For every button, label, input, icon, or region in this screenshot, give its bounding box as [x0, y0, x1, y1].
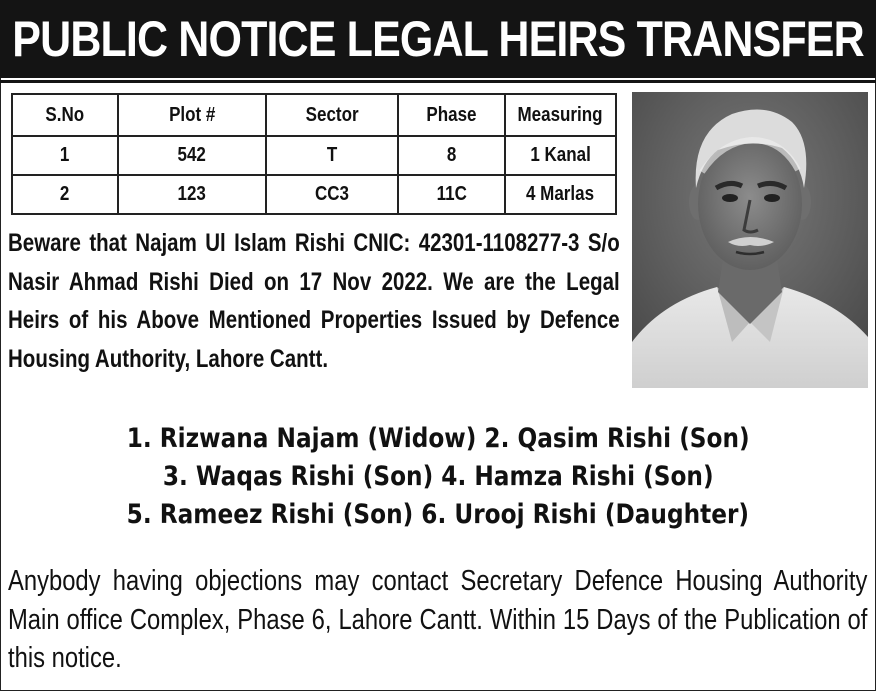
cell-measuring: 1 Kanal: [505, 136, 616, 175]
header-phase: Phase: [398, 94, 505, 136]
cell-sno: 1: [12, 136, 118, 175]
cell-phase: 11C: [398, 175, 505, 214]
cell-phase: 8: [398, 136, 505, 175]
objection-paragraph: Anybody having objections may contact Secretary Defence Housing Authority Main office Complex, Phase 6, Lahore Cantt. Within 15 Days of the Publication of this notice.: [8, 565, 868, 674]
table-row: [12, 136, 616, 175]
cell-sno: 2: [12, 175, 118, 214]
beware-paragraph: Beware that Najam Ul Islam Rishi CNIC: 42301-1108277-3 S/o Nasir Ahmad Rishi Died on 17 Nov 2022. We are the Legal Heirs of his Above Mentioned Properties Issued by Defence Housing Authority, Lahore Cantt.: [8, 229, 620, 373]
header-plot: Plot #: [118, 94, 266, 136]
cell-measuring: 4 Marlas: [505, 175, 616, 214]
plots-table: [11, 93, 617, 215]
list-item: 1. Rizwana Najam (Widow) 2. Qasim Rishi (Son): [126, 423, 750, 454]
heirs-list: [0, 420, 876, 534]
cell-plot: 123: [118, 175, 266, 214]
list-item: 3. Waqas Rishi (Son) 4. Hamza Rishi (Son): [162, 461, 714, 492]
header-sector: Sector: [266, 94, 398, 136]
table-row: [12, 175, 616, 214]
cell-sector: T: [266, 136, 398, 175]
portrait-photo: [632, 92, 868, 388]
person-portrait-icon: [632, 92, 868, 388]
header-rule: [0, 80, 876, 83]
header-sno: S.No: [12, 94, 118, 136]
notice-title: PUBLIC NOTICE LEGAL HEIRS TRANSFER: [12, 11, 864, 67]
notice-header: [0, 0, 876, 78]
list-item: 5. Rameez Rishi (Son) 6. Urooj Rishi (Daughter): [126, 499, 750, 530]
cell-sector: CC3: [266, 175, 398, 214]
cell-plot: 542: [118, 136, 266, 175]
header-measuring: Measuring: [505, 94, 616, 136]
table-header-row: [12, 94, 616, 136]
